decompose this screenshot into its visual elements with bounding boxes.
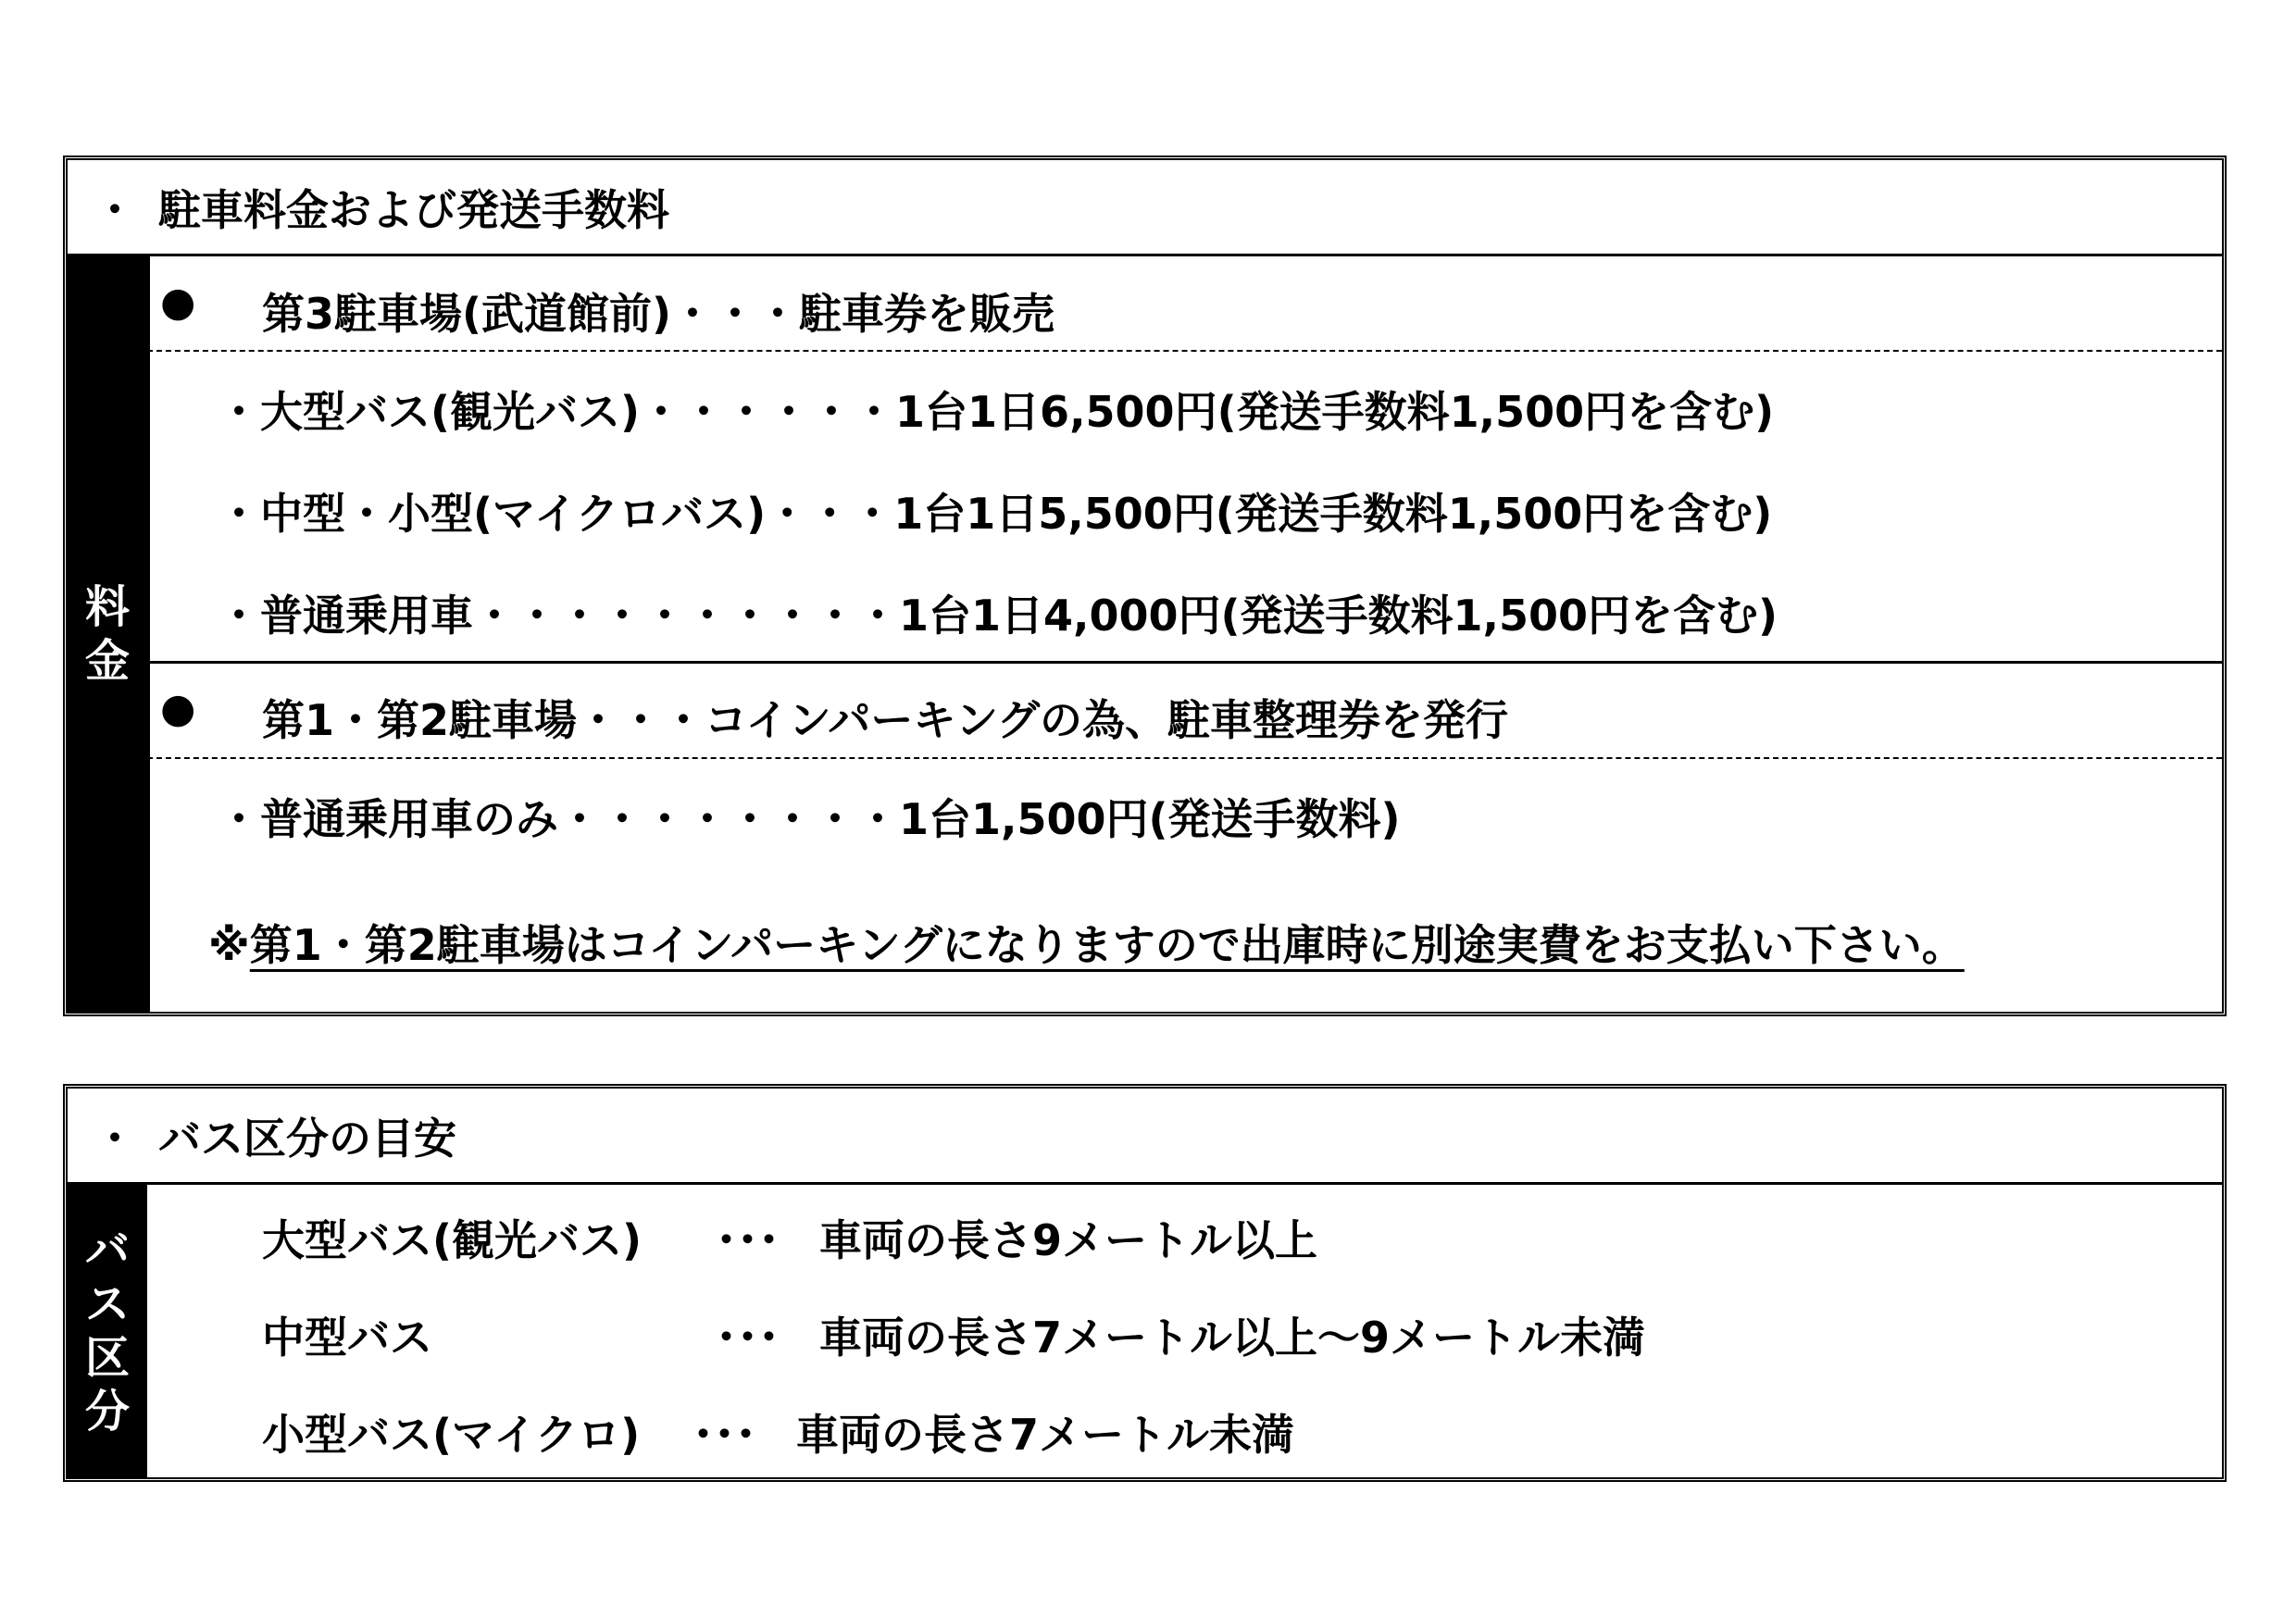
section2-bullet: ● xyxy=(160,685,196,732)
fee-row-car: ・普通乗用車・・・・・・・・・・1台1日4,000円(発送手数料1,500円を含む) xyxy=(218,591,1778,641)
bus-row-type: 中型バス xyxy=(262,1313,432,1363)
bus-row-desc: 車両の長さ7メートル未満 xyxy=(796,1410,1295,1460)
bus-row-desc: 車両の長さ7メートル以上～9メートル未満 xyxy=(819,1313,1646,1363)
section1-divider xyxy=(147,350,2222,352)
header-bullet: ・ xyxy=(94,184,136,235)
bus-row-type: 小型バス(マイクロ) xyxy=(262,1410,641,1460)
bus-side-label: バ ス 区 分 xyxy=(68,1185,147,1477)
section1-bullet: ● xyxy=(160,279,196,326)
fee-row-large-bus: ・大型バス(観光バス)・・・・・・1台1日6,500円(発送手数料1,500円を含む) xyxy=(218,387,1775,437)
bus-row-sep: ･･･ xyxy=(716,1313,780,1363)
bus-row-desc: 車両の長さ9メートル以上 xyxy=(819,1215,1318,1265)
fee-note xyxy=(208,912,1965,973)
fee-row-medium-bus: ・中型・小型(マイクロバス)・・・1台1日5,500円(発送手数料1,500円を含む) xyxy=(218,489,1773,539)
section2-heading: 第1・第2駐車場・・・コインパーキングの為、駐車整理券を発行 xyxy=(262,695,1509,745)
fee-header-title: 駐車料金および発送手数料 xyxy=(158,184,669,235)
section2-divider xyxy=(147,757,2222,759)
parking-fee-box xyxy=(63,156,2227,1016)
bus-header xyxy=(68,1089,2222,1185)
fee-row-car-only: ・普通乗用車のみ・・・・・・・・1台1,500円(発送手数料) xyxy=(218,794,1401,844)
fee-header xyxy=(68,160,2222,256)
header-bullet: ・ xyxy=(94,1113,136,1164)
bus-row-sep: ･･･ xyxy=(716,1215,780,1265)
fee-side-label: 料 金 xyxy=(68,256,147,1012)
bus-header-title: バス区分の目安 xyxy=(158,1113,456,1164)
bus-class-box xyxy=(63,1084,2227,1482)
section1-heading: 第3駐車場(武道館前)・・・駐車券を販売 xyxy=(262,289,1055,339)
note-text: 第1・第2駐車場はコインパーキングになりますので出庫時に別途実費をお支払い下さい。 xyxy=(249,920,1965,970)
bus-row-type: 大型バス(観光バス) xyxy=(262,1215,643,1265)
bus-row-sep: ･･･ xyxy=(693,1410,756,1460)
note-mark: ※ xyxy=(208,920,250,970)
section-separator xyxy=(147,661,2222,664)
